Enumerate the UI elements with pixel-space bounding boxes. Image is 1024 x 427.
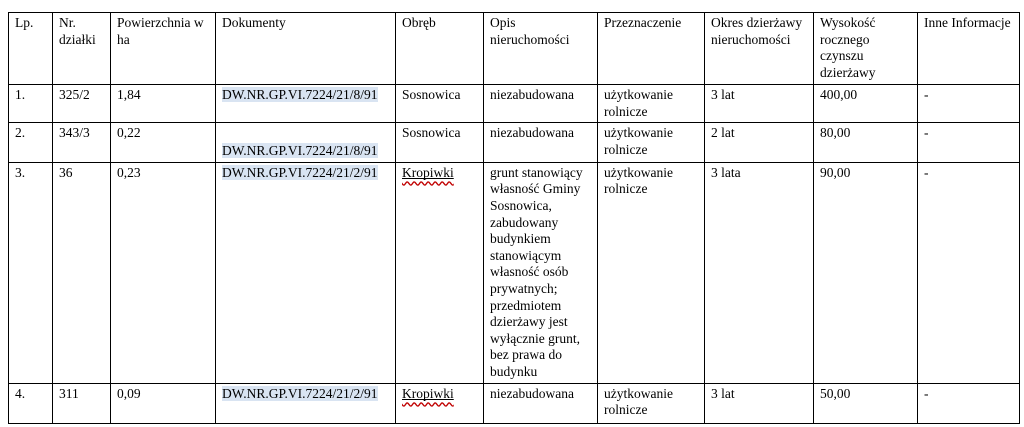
cell-annual-rent [814,85,918,123]
cell-area-ha [111,162,216,383]
cell-text: - [924,164,929,180]
cell-other-info [918,85,1020,123]
cell-text: 90,00 [820,164,851,180]
cell-annual-rent [814,162,918,383]
cell-description [484,162,598,383]
table-row [9,162,1020,383]
cell-text: 2 lat [711,125,735,141]
cell-purpose [598,123,705,163]
cell-text: 2. [15,125,26,141]
cell-lease-period [705,383,814,423]
cell-area-ha [111,85,216,123]
cell-text: 3 lat [711,87,735,102]
district-underline [402,386,454,401]
cell-plot-number [53,123,111,163]
column-header-lp: Lp. [9,13,53,85]
cell-lp [9,383,53,423]
district-name-misspelled: Kropiwki [402,385,454,401]
cell-lp [9,162,53,383]
cell-text: 1,84 [117,87,141,102]
cell-text: niezabudowana [490,125,574,141]
cell-text: 3. [15,164,26,180]
cell-text: 4. [15,385,26,401]
cell-text: 1. [15,87,26,102]
cell-document [216,123,396,163]
cell-text: 36 [59,164,73,180]
cell-text: użytkowanie rolnicze [604,164,673,197]
cell-lp [9,85,53,123]
cell-annual-rent [814,383,918,423]
document-reference-field: DW.NR.GP.VI.7224/21/8/91 [222,87,378,102]
cell-text: 80,00 [820,125,851,141]
cell-text: niezabudowana [490,385,574,401]
cell-district [396,123,484,163]
cell-text: użytkowanie rolnicze [604,385,673,418]
column-header-lease-period: Okres dzierżawy nieruchomości [705,13,814,85]
cell-document [216,383,396,423]
cell-annual-rent [814,123,918,163]
cell-text: Sosnowica [402,125,461,141]
cell-text: - [924,87,929,102]
cell-plot-number [53,85,111,123]
column-header-plot-number: Nr. działki [53,13,111,85]
cell-plot-number [53,383,111,423]
cell-lease-period [705,123,814,163]
district-underline [402,165,454,180]
cell-document [216,162,396,383]
cell-description [484,85,598,123]
cell-text: 343/3 [59,125,90,141]
cell-purpose [598,383,705,423]
table-row [9,123,1020,163]
cell-area-ha [111,383,216,423]
cell-text: użytkowanie rolnicze [604,125,673,157]
cell-area-ha [111,123,216,163]
cell-description [484,123,598,163]
table-body [9,85,1020,424]
cell-lease-period [705,162,814,383]
district-name-misspelled: Kropiwki [402,164,454,180]
cell-text: grunt stanowiący własność Gminy Sosnowica, zabudowany budynkiem stanowiącym własność osób prywatnych; przedmiotem dzierżawy jest wyłącznie grunt, bez prawa do budynku [490,164,583,379]
column-header-other-info: Inne Informacje [918,13,1020,85]
cell-district [396,162,484,383]
table-row [9,383,1020,423]
cell-lp [9,123,53,163]
cell-text: 3 lata [711,164,741,180]
cell-text: 0,23 [117,164,141,180]
cell-district [396,85,484,123]
cell-text: 325/2 [59,87,90,102]
cell-other-info [918,123,1020,163]
cell-other-info [918,383,1020,423]
column-header-description: Opis nieruchomości [484,13,598,85]
cell-district [396,383,484,423]
cell-text: 311 [59,385,79,401]
lease-table [8,12,1020,424]
cell-lease-period [705,85,814,123]
cell-text: użytkowanie rolnicze [604,87,673,119]
cell-text: 0,22 [117,125,141,141]
cell-text: - [924,385,929,401]
cell-document [216,85,396,123]
cell-text: Sosnowica [402,87,461,102]
column-header-documents: Dokumenty [216,13,396,85]
column-header-district: Obręb [396,13,484,85]
cell-other-info [918,162,1020,383]
document-reference-field: DW.NR.GP.VI.7224/21/2/91 [222,164,378,180]
header-row [9,13,1020,85]
table-row [9,85,1020,123]
cell-text: 3 lat [711,385,735,401]
document-reference-field: DW.NR.GP.VI.7224/21/8/91 [222,143,378,159]
cell-plot-number [53,162,111,383]
cell-text: - [924,125,929,141]
cell-text: 400,00 [820,87,858,102]
table-header [9,13,1020,85]
cell-purpose [598,162,705,383]
cell-description [484,383,598,423]
cell-text: 50,00 [820,385,851,401]
cell-text: 0,09 [117,385,141,401]
column-header-purpose: Przeznaczenie [598,13,705,85]
column-header-area: Powierzchnia w ha [111,13,216,85]
column-header-annual-rent: Wysokość rocznego czynszu dzierżawy [814,13,918,85]
cell-purpose [598,85,705,123]
document-reference-field: DW.NR.GP.VI.7224/21/2/91 [222,385,378,401]
cell-text: niezabudowana [490,87,574,102]
